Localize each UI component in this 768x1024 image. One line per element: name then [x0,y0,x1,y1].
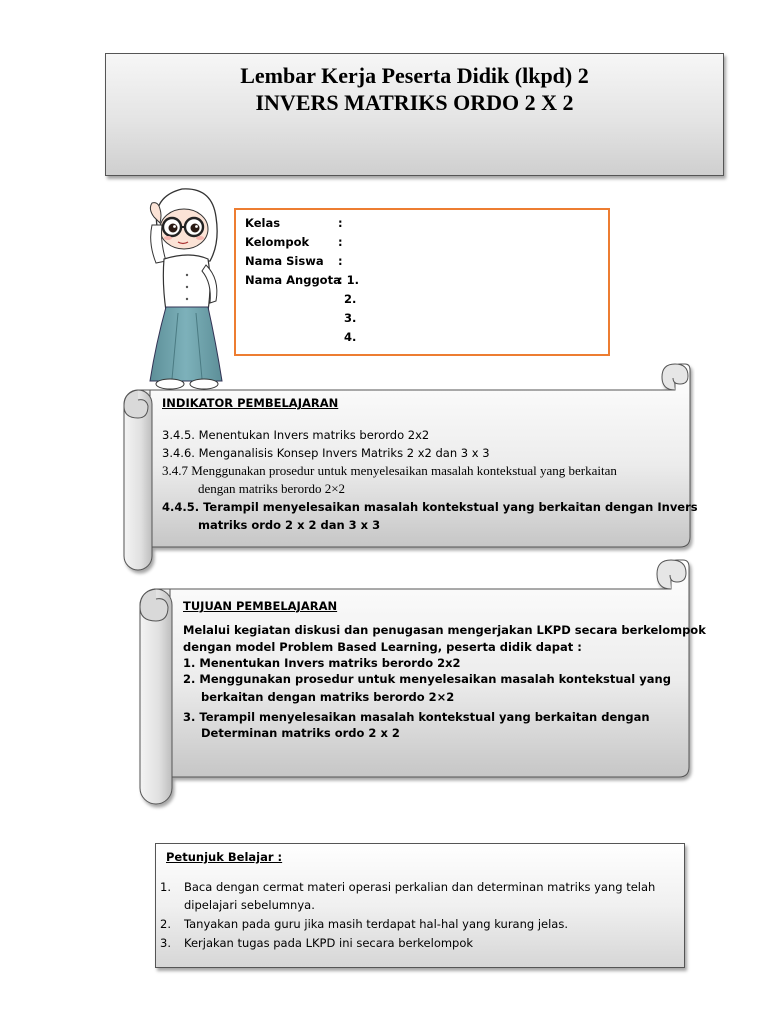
tujuan-line: dengan model Problem Based Learning, peserta didik dapat : [183,640,582,654]
field-kelas[interactable] [245,214,350,232]
petunjuk-item-text: Baca dengan cermat materi operasi perkalian dan determinan matriks yang telah [184,880,656,894]
petunjuk-item-number: 3. [160,936,171,950]
tujuan-line: Melalui kegiatan diskusi dan penugasan mengerjakan LKPD secara berkelompok [183,623,706,637]
page-title: Lembar Kerja Peserta Didik (lkpd) 2 [240,63,589,88]
tujuan-content [183,597,706,767]
tujuan-line: 3. Terampil menyelesaikan masalah kontekstual yang berkaitan dengan [183,710,650,724]
field-nama-siswa-colon: : [338,254,343,268]
petunjuk-item-text: Tanyakan pada guru jika masih terdapat hal-hal yang kurang jelas. [184,917,569,931]
petunjuk-item-number: 1. [160,880,171,894]
field-kelas-label: Kelas [245,216,281,230]
field-nama-anggota[interactable] [245,271,359,289]
member-number-3: 3. [344,311,357,325]
field-kelompok-colon: : [338,235,343,249]
tujuan-line: 2. Menggunakan prosedur untuk menyelesaikan masalah kontekstual yang [183,672,671,686]
title-banner [105,53,724,176]
tujuan-line: 1. Menentukan Invers matriks berordo 2x2 [183,656,461,670]
member-number-2: 2. [344,292,357,306]
petunjuk-belajar-box [155,843,685,968]
petunjuk-item-text: Kerjakan tugas pada LKPD ini secara berkelompok [184,936,474,950]
indikator-item-continued: dengan matriks berordo 2×2 [198,481,346,496]
indikator-item-continued: matriks ordo 2 x 2 dan 3 x 3 [198,518,381,532]
page-subtitle: INVERS MATRIKS ORDO 2 X 2 [255,90,574,115]
student-identity-box [234,208,610,356]
field-nama-siswa-label: Nama Siswa [245,254,324,268]
field-nama-anggota-label: Nama Anggota [245,273,341,287]
petunjuk-item-number: 2. [160,917,171,931]
petunjuk-heading: Petunjuk Belajar : [166,850,283,864]
tujuan-line-continued: Determinan matriks ordo 2 x 2 [201,726,400,740]
indikator-item: 3.4.5. Menentukan Invers matriks berordo 2x2 [162,428,430,442]
indikator-item: 3.4.6. Menganalisis Konsep Invers Matriks 2 x2 dan 3 x 3 [162,446,490,460]
tujuan-heading: TUJUAN PEMBELAJARAN [183,599,338,613]
indikator-item: 4.4.5. Terampil menyelesaikan masalah kontekstual yang berkaitan dengan Invers [162,500,698,514]
indikator-item: 3.4.7 Menggunakan prosedur untuk menyelesaikan masalah kontekstual yang berkaitan [162,463,617,478]
field-nama-siswa[interactable] [245,252,350,270]
field-kelompok[interactable] [245,233,350,251]
member-number-4: 4. [344,330,357,344]
field-kelompok-label: Kelompok [245,235,310,249]
indikator-heading: INDIKATOR PEMBELAJARAN [162,396,339,410]
field-nama-anggota-colon: : 1. [338,273,359,287]
field-kelas-colon: : [338,216,343,230]
petunjuk-item-text-continued: dipelajari sebelumnya. [184,898,315,912]
tujuan-line-continued: berkaitan dengan matriks berordo 2×2 [201,690,455,704]
indikator-content [162,394,698,544]
